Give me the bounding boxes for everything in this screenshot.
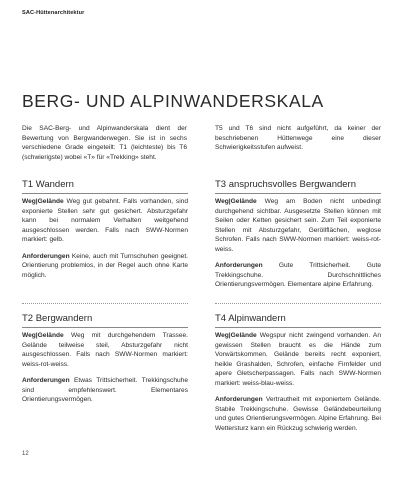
section-body-t2: [22, 331, 188, 412]
section-body-t4: [215, 331, 381, 440]
dotted-separator: [22, 303, 188, 304]
anforderungen-text: Gute Trittsicherheit. Gute Trekkingschuhe. Durchschnittliches Orientierungsvermögen. Elementare alpine Erfahrung.: [215, 262, 381, 288]
anforderungen-label: Anforderungen: [22, 252, 70, 260]
section-divider: [22, 193, 188, 194]
gelaende-paragraph: [22, 197, 188, 245]
section-title-t3: T3 anspruchsvolles Bergwandern: [215, 179, 356, 190]
intro-left: [22, 124, 187, 162]
gelaende-text: Weg gut gebahnt. Falls vorhanden, sind exponierte Stellen sehr gut gesichert. Absturzgefahr kann bei normalem Verhalten weitgehend ausgeschlossen werden. Falls nach SWW-Normen markiert: gelb.: [22, 198, 188, 243]
section-title-t4: T4 Alpinwandern: [215, 313, 286, 324]
intro-left-text: Die SAC-Berg- und Alpinwanderskala dient der Bewertung von Bergwanderwegen. Sie ist in sechs verschiedene Grade eingeteilt: T1 (leichteste) bis T6 (schwierigste) wobei «T» für «Trekking» steht.: [22, 125, 187, 161]
anforderungen-paragraph: [215, 261, 381, 290]
dotted-separator: [215, 303, 381, 304]
gelaende-text: Wegspur nicht zwingend vorhanden. An gewissen Stellen braucht es die Hände zum Vorwärtskommen. Gelände bereits recht exponiert, heikle Grashalden, Schrofen, einfache Firnfelder und apere Gletscherpassagen. Falls nach SWW-Normen markiert: weiss-blau-weiss.: [215, 332, 381, 387]
page-title: BERG- UND ALPINWANDERSKALA: [22, 90, 324, 111]
anforderungen-label: Anforderungen: [215, 396, 263, 403]
gelaende-paragraph: [215, 331, 381, 388]
anforderungen-text: Vertrautheit mit exponiertem Gelände. Stabile Trekkingschuhe. Gewisse Geländebeurteilung und gutes Orientierungsvermögen. Alpine Erfahrung. Bei Wettersturz kann ein Rückzug schwierig werden.: [215, 396, 381, 432]
anforderungen-paragraph: [215, 395, 381, 433]
section-body-t3: [215, 197, 381, 297]
gelaende-label: Weg|Gelände: [22, 332, 64, 339]
page-number: 12: [22, 451, 29, 457]
gelaende-paragraph: [215, 197, 381, 254]
section-divider: [22, 327, 188, 328]
gelaende-label: Weg|Gelände: [215, 332, 257, 339]
gelaende-label: Weg|Gelände: [22, 198, 64, 205]
anforderungen-text: Etwas Trittsicherheit. Trekkingschuhe sind empfehlenswert. Elementares Orientierungsvermögen.: [22, 377, 188, 403]
anforderungen-label: Anforderungen: [215, 262, 263, 269]
anforderungen-text: Keine, auch mit Turnschuhen geeignet. Orientierung problemlos, in der Regel auch ohne Karte möglich.: [22, 252, 188, 279]
gelaende-text: Weg am Boden nicht unbedingt durchgehend sichtbar. Ausgesetzte Stellen können mit Seilen oder Ketten gesichert sein. Zum Teil exponierte Stellen mit Absturzgefahr, Geröllflächen, weglose Schrofen. Falls nach SWW-Normen markiert: weiss-rot-weiss.: [215, 198, 381, 253]
section-title-t2: T2 Bergwandern: [22, 313, 93, 324]
anforderungen-label: Anforderungen: [22, 377, 70, 384]
intro-right: [215, 124, 381, 153]
gelaende-label: Weg|Gelände: [215, 198, 257, 205]
gelaende-paragraph: [22, 331, 188, 369]
running-header: SAC-Hüttenarchitektur: [22, 10, 85, 16]
gelaende-text: Weg mit durchgehendem Trassee. Gelände teilweise steil, Absturzgefahr nicht ausgeschlossen. Falls nach SWW-Normen markiert: weiss-rot-weiss.: [22, 332, 188, 368]
anforderungen-paragraph: [22, 376, 188, 405]
intro-right-text: T5 und T6 sind nicht aufgeführt, da keiner der beschriebenen Hüttenwege eine dieser Schwierigkeitsstufen aufweist.: [215, 125, 381, 151]
section-body-t1: [22, 197, 188, 287]
section-divider: [215, 327, 381, 328]
anforderungen-paragraph: [22, 252, 188, 281]
section-title-t1: T1 Wandern: [22, 179, 74, 190]
section-divider: [215, 193, 381, 194]
